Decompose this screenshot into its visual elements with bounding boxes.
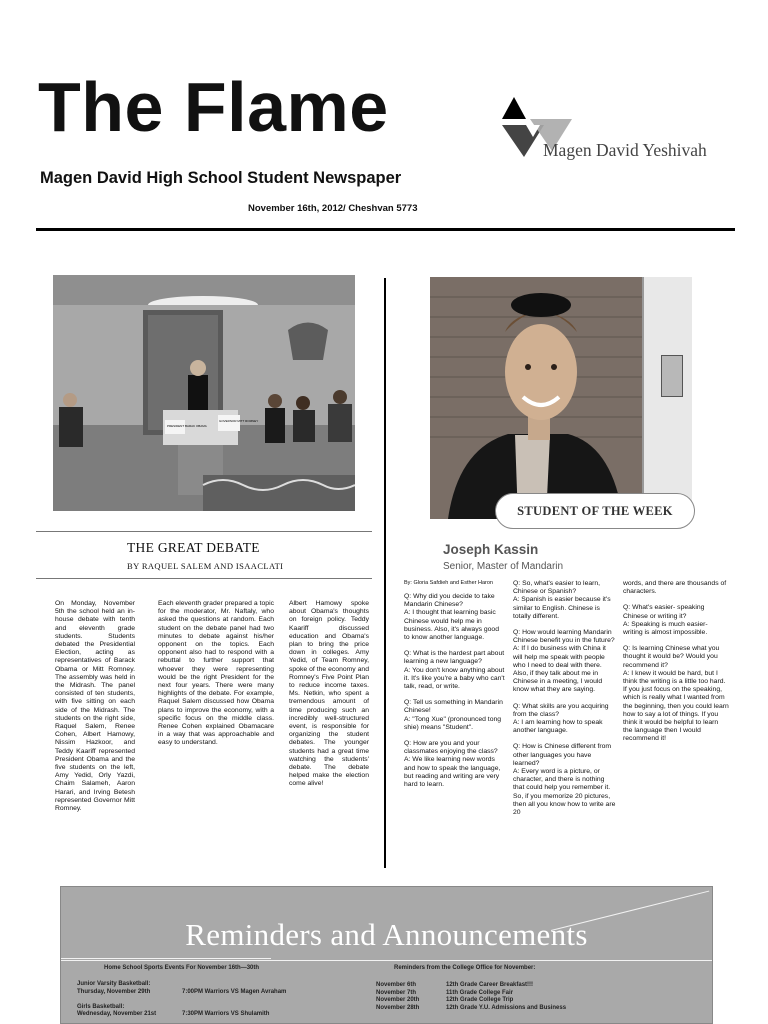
debate-column-1: On Monday, November 5th the school held an in-house debate with tenth and eleventh grade students. Students debated the Presidential Election, acting as representatives of Barack Obama or Mitt Romney. The assembly was held in the Midrash. The panel consisted of ten students, with five sitting on each side of the Midrash. The students on the right side, Raquel Salem, Renee Cohen, Albert Hamowy, Nissim Hazkoor, and Teddy Kaariff represented President Obama and the five students on the left, Amy Yedid, Orly Yazdi, Chaim Salameh, Aaron Harari, and Irving Betesh represented Governor Mitt Romney.: [55, 600, 135, 813]
light-switch: [661, 355, 683, 397]
interview-a: A: "Tong Xue" (pronounced tong shie) means "Student".: [404, 715, 502, 731]
college-date: November 28th: [376, 1004, 420, 1011]
debate-rule-bottom: [36, 578, 372, 579]
interview-column-1: [404, 580, 506, 797]
interview-a: A: Spanish is easier because it's similar to English. Chinese is totally different.: [513, 596, 611, 620]
interview-q: Q: Why did you decide to take Mandarin Chinese?: [404, 593, 495, 609]
student-photo: [430, 277, 642, 519]
interview-q: Q: What is the hardest part about learning a new language?: [404, 650, 505, 666]
interview-q: Q: So, what's easier to learn, Chinese or Spanish?: [513, 580, 601, 596]
announce-rule-mid: [61, 960, 713, 961]
college-list: [376, 982, 567, 1012]
sports-spacer: [77, 996, 156, 1004]
college-item: [376, 982, 534, 990]
college-event: 11th Grade College Fair: [446, 989, 514, 996]
sports-event: [77, 988, 287, 997]
announcements-title: Reminders and Announcements: [185, 917, 588, 952]
college-event: 12th Grade College Trip: [446, 997, 514, 1003]
interview-a: A: Speaking is much easier- writing is almost impossible.: [623, 620, 708, 637]
debate-title: THE GREAT DEBATE: [127, 540, 260, 555]
sign-romney: GOVERNOR MITT ROMNEY: [219, 419, 259, 423]
sports-event: [77, 1011, 270, 1019]
interview-q: Q: How are you and your classmates enjoying the class?: [404, 740, 498, 756]
interview-column-2: [513, 580, 617, 825]
newspaper-title: The Flame: [38, 68, 389, 146]
interview-q: Q: How is Chinese different from other languages you have learned?: [513, 743, 612, 767]
interview-q: Q: Is learning Chinese what you thought it would be? Would you recommend it?: [623, 645, 720, 669]
interview-a: A: Every word is a picture, or character, and there is nothing that could help you remember it. So, if you memorize 20 pictures, then all you know how to write are 20: [513, 768, 616, 817]
issue-date: November 16th, 2012/ Cheshvan 5773: [248, 203, 418, 214]
debate-photo: [53, 275, 355, 511]
college-header: Reminders from the College Office for November:: [394, 965, 536, 971]
debate-rule-top: [36, 531, 372, 532]
debate-byline: BY RAQUEL SALEM AND ISAACLATI: [127, 561, 284, 571]
sports-time: 7:00PM Warriors VS Magen Avraham: [182, 988, 287, 995]
masthead-rule: [36, 228, 735, 231]
sign-obama: PRESIDENT BARAK OBAMA: [167, 424, 207, 428]
interview-q: Q: What skills are you acquiring from the class?: [513, 702, 609, 718]
college-date: November 20th: [376, 997, 420, 1003]
debate-column-2: Each eleventh grader prepared a topic for the moderator, Mr. Naftaly, who asked the questions at random. Each student on the debate panel had two minutes to debate against his/her opponent on the topics. Each opponent also had to respond with a rebuttal to further support that whoever they were representing would be the right President for the next four years. There were many highlights of the debate. For example, Raquel Salem discussed how Obama plans to improve the economy, with a specific focus on the middle class. Renee Cohen explained Obamacare in a way that was approachable and easy to understand.: [158, 600, 274, 747]
interview-a: A: You don't know anything about it. It's like you're a baby who can't talk, read, or write.: [404, 666, 505, 691]
interview-a: A: I thought that learning basic Chinese would help me in business. Also, it's always good to know another language.: [404, 609, 499, 642]
student-name: Joseph Kassin: [443, 542, 539, 557]
announce-rule-left: [61, 958, 271, 959]
interview-q: Q: How would learning Mandarin Chinese benefit you in the future?: [513, 629, 615, 645]
column-divider: [384, 278, 386, 868]
door-frame: [642, 277, 692, 519]
college-item: [376, 1004, 567, 1013]
logo-text: Magen David Yeshivah: [543, 140, 707, 160]
college-event: 12th Grade Career Breakfast!!!: [446, 982, 534, 988]
college-date: November 6th: [376, 982, 417, 988]
interview-a: A: I am learning how to speak another language.: [513, 719, 603, 735]
sports-header: Home School Sports Events For November 16th—30th: [104, 965, 260, 971]
announcements-box: [60, 886, 713, 1024]
interview-q: Q: Tell us something in Mandarin Chinese!: [404, 699, 503, 715]
college-date: November 7th: [376, 989, 417, 996]
interview-a: A: I knew it would be hard, but I think the writing is a little too hard. If you just focus on the speaking, which is really what I wanted from the beginning, then you could learn how to say a lot of things. If you think it would be helpful to learn the language then I would recommend it!: [623, 669, 729, 743]
sports-date: Wednesday, November 21st: [77, 1011, 157, 1017]
sports-time: 7:30PM Warriors VS Shulamith: [182, 1011, 270, 1017]
sports-label: Girls Basketball:: [77, 1003, 125, 1010]
college-item: [376, 997, 514, 1005]
interview-a: A: If I do business with China it will help me speak with people who I need to deal with there. Also, if they talk about me in Chinese in a meeting, I would know what they are saying.: [513, 645, 606, 694]
interview-a: words, and there are thousands of characters.: [623, 580, 727, 596]
college-event: 12th Grade Y.U. Admissions and Business: [446, 1004, 567, 1011]
interview-column-3: [623, 580, 729, 752]
student-role: Senior, Master of Mandarin: [443, 561, 564, 572]
student-of-week-label: STUDENT OF THE WEEK: [517, 504, 673, 518]
school-logo: [500, 95, 740, 175]
star-of-david-icon: [500, 95, 580, 175]
sports-date: Thursday, November 29th: [77, 988, 151, 995]
sports-list: [77, 981, 287, 1019]
newspaper-subtitle: Magen David High School Student Newspaper: [40, 169, 402, 187]
sports-label: Junior Varsity Basketball:: [77, 981, 151, 987]
interview-byline: By: Gloria Safdieh and Esther Haron: [404, 580, 493, 586]
debate-column-3: Albert Hamowy spoke about Obama's thoughts on foreign policy. Teddy Kaariff discussed education and Obama's plan to bring the price down in colleges. Amy Yedid, of Team Romney, spoke of the economy and Romney's Five Point Plan to reduce income taxes. Ms. Netkin, who spent a tremendous amount of time producing such an incredibly well-structured event, is responsible for organizing the student debates. The younger students had a great time watching the students' debate. The debate helped make the election come alive!: [289, 600, 369, 788]
interview-a: A: We like learning new words and how to speak the language, but reading and writing are very hard to learn.: [404, 756, 501, 789]
interview-q: Q: What's easier- speaking Chinese or writing it?: [623, 604, 705, 620]
college-item: [376, 989, 514, 998]
student-of-week-badge: [495, 493, 695, 529]
